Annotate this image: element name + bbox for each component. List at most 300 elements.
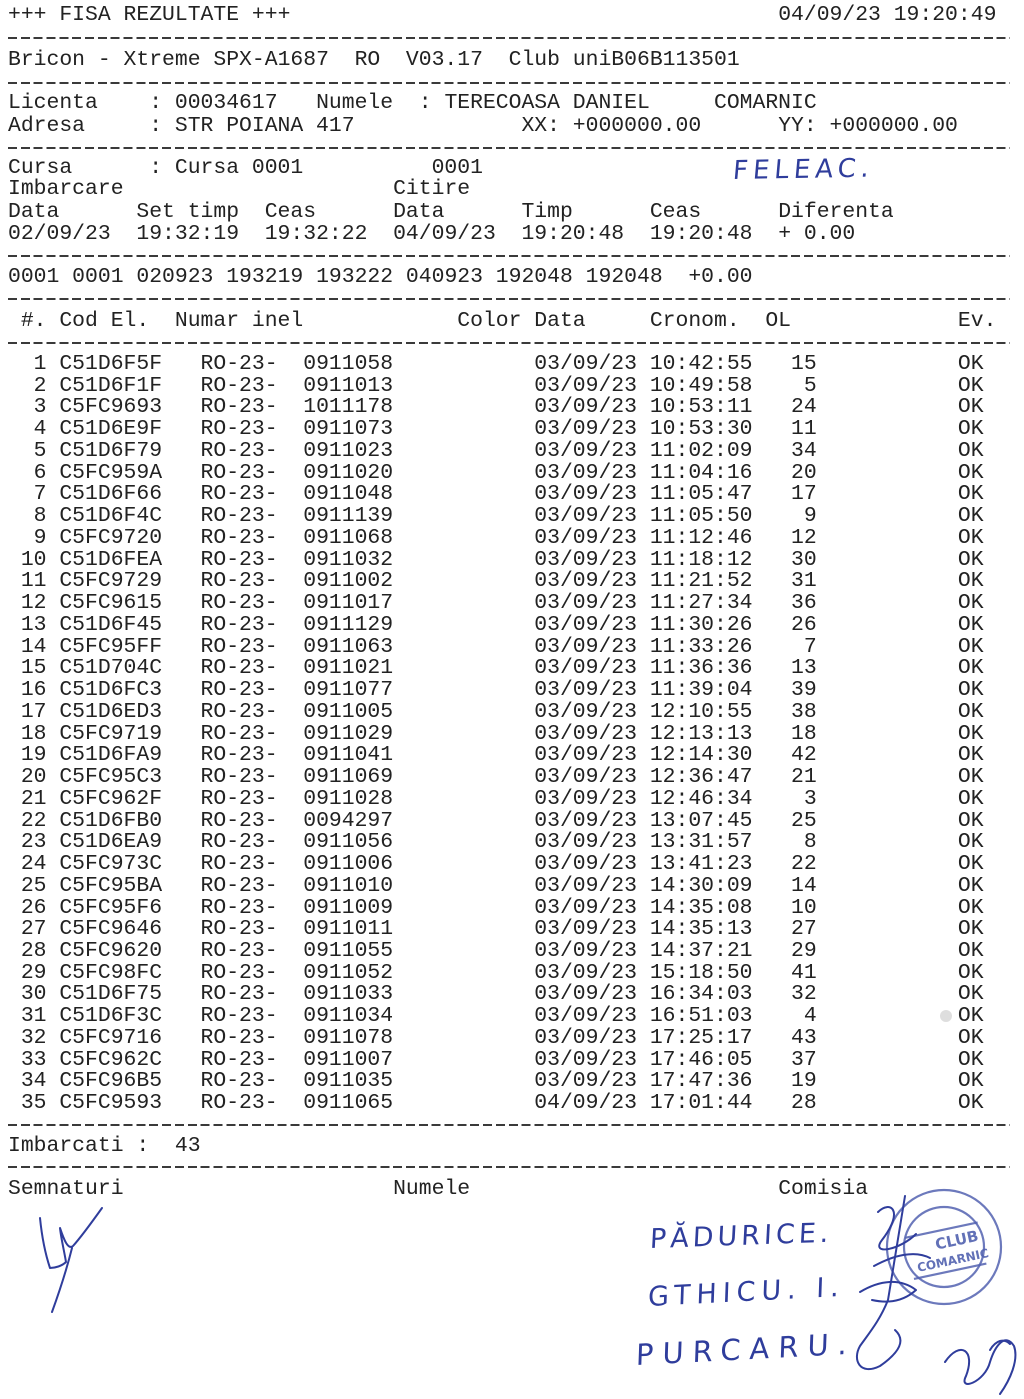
ol-value: 13 [791, 656, 817, 681]
header-event: Ev. [957, 309, 997, 333]
arrival-time: 11:36:36 [649, 656, 753, 681]
ring-number: 0911068 [303, 525, 394, 550]
dashed-divider [8, 342, 1010, 344]
chip-code: C5FC95C3 [59, 765, 163, 790]
arrival-time: 14:35:08 [649, 895, 753, 920]
arrival-date: 03/09/23 [534, 852, 637, 877]
event-status: OK [957, 873, 984, 898]
event-status: OK [957, 569, 984, 594]
arrival-date: 03/09/23 [534, 830, 637, 855]
commission-label: Comisia [778, 1177, 869, 1201]
ring-prefix: RO-23- [200, 1091, 278, 1116]
ol-value: 41 [791, 960, 817, 985]
arrival-date: 03/09/23 [534, 786, 637, 811]
arrival-time: 12:36:47 [649, 765, 753, 790]
arrival-time: 11:02:09 [649, 438, 753, 463]
ring-number: 0911020 [303, 460, 394, 485]
arrival-date: 03/09/23 [534, 417, 637, 442]
row-number: 32 [20, 1025, 47, 1050]
event-status: OK [957, 1047, 984, 1072]
commission-member-name: PĂDURICE. [649, 1217, 834, 1256]
col-basket-date: Data [8, 200, 60, 224]
dashed-divider [8, 255, 1010, 257]
dashed-divider [8, 1166, 1010, 1168]
stamp-outer-ring [887, 1190, 1001, 1304]
ring-number: 0911065 [303, 1091, 394, 1116]
ring-number: 0911033 [303, 982, 394, 1007]
table-row [8, 614, 1016, 636]
table-row [8, 962, 1016, 984]
col-basket-clock: Ceas [264, 200, 317, 224]
ol-value: 5 [803, 373, 817, 398]
event-status: OK [957, 852, 984, 877]
row-number: 22 [20, 808, 47, 833]
ring-number: 0911032 [303, 547, 394, 572]
row-number: 20 [20, 765, 47, 790]
ring-prefix: RO-23- [200, 395, 278, 420]
event-status: OK [957, 656, 984, 681]
table-row [8, 527, 1016, 549]
arrival-time: 12:46:34 [649, 786, 753, 811]
arrival-time: 15:18:50 [649, 960, 753, 985]
table-header [8, 310, 1016, 332]
separator: : [136, 1134, 150, 1158]
ring-prefix: RO-23- [200, 612, 278, 637]
stamp-locality-text: COMARNIC [915, 1246, 991, 1275]
arrival-time: 11:33:26 [649, 634, 753, 659]
read-date: 04/09/23 [393, 222, 496, 246]
chip-code: C5FC9719 [59, 721, 163, 746]
race-code: 0001 [431, 156, 483, 180]
row-number: 18 [20, 721, 47, 746]
ring-number: 0911034 [303, 1004, 394, 1029]
col-difference: Diferenta [778, 200, 894, 224]
ol-value: 39 [791, 678, 817, 703]
ring-prefix: RO-23- [200, 852, 278, 877]
ol-value: 21 [791, 765, 817, 790]
ring-number: 0911011 [303, 917, 394, 942]
row-number: 19 [20, 743, 47, 768]
ring-number: 0911010 [303, 873, 394, 898]
arrival-date: 03/09/23 [534, 438, 637, 463]
commission-signatures [857, 1196, 1015, 1394]
separator: : [149, 91, 163, 115]
table-row [8, 1092, 1016, 1114]
ol-value: 27 [791, 917, 817, 942]
row-number: 33 [20, 1047, 47, 1072]
signature-stroke [945, 1340, 1015, 1394]
ring-prefix: RO-23- [200, 917, 278, 942]
ol-value: 14 [791, 873, 817, 898]
arrival-time: 11:30:26 [649, 612, 753, 637]
arrival-time: 17:46:05 [649, 1047, 753, 1072]
ol-value: 34 [791, 438, 817, 463]
chip-code: C5FC9615 [59, 591, 163, 616]
arrival-date: 03/09/23 [534, 721, 637, 746]
event-status: OK [957, 1091, 984, 1116]
ring-number: 0911009 [303, 895, 394, 920]
stamp-band-line [914, 1264, 986, 1279]
ring-number: 0911017 [303, 591, 394, 616]
arrival-time: 10:49:58 [649, 373, 753, 398]
row-number: 28 [20, 938, 47, 963]
chip-code: C51D6FB0 [59, 808, 163, 833]
row-number: 25 [20, 873, 47, 898]
table-row [8, 636, 1016, 658]
arrival-date: 03/09/23 [534, 612, 637, 637]
header-ring: Numar inel [174, 309, 304, 333]
event-status: OK [957, 417, 984, 442]
arrival-time: 10:53:30 [649, 417, 753, 442]
table-row [8, 723, 1016, 745]
event-status: OK [957, 1069, 984, 1094]
row-number: 26 [20, 895, 47, 920]
yy-label: YY: [778, 114, 817, 138]
arrival-date: 03/09/23 [534, 482, 637, 507]
device-country: RO [354, 48, 381, 72]
arrival-time: 16:34:03 [649, 982, 753, 1007]
ol-value: 37 [791, 1047, 817, 1072]
read-time: 19:20:48 [521, 222, 625, 246]
ring-number: 0911077 [303, 678, 394, 703]
ol-value: 19 [791, 1069, 817, 1094]
chip-code: C5FC962F [59, 786, 163, 811]
commission-member-name: GTHICU. I. [647, 1271, 846, 1314]
xx-coordinate: +000000.00 [572, 114, 702, 138]
ring-prefix: RO-23- [200, 352, 278, 376]
chip-code: C51D6FC3 [59, 678, 163, 703]
ol-value: 10 [791, 895, 817, 920]
table-row [8, 549, 1016, 571]
signature-stroke [990, 1341, 1010, 1350]
arrival-date: 03/09/23 [534, 938, 637, 963]
race-location-handwritten-note: FELEAC. [731, 153, 876, 187]
signature-stroke [857, 1196, 905, 1369]
arrival-date: 03/09/23 [534, 504, 637, 529]
ol-value: 25 [791, 808, 817, 833]
arrival-time: 14:35:13 [649, 917, 753, 942]
club-label: Club [508, 48, 560, 72]
race-label: Cursa [8, 156, 73, 180]
arrival-time: 11:04:16 [649, 460, 753, 485]
chip-code: C51D6E9F [59, 417, 163, 442]
row-number: 29 [20, 960, 47, 985]
dashed-divider [8, 147, 1010, 149]
ring-number: 1011178 [303, 395, 394, 420]
arrival-time: 13:41:23 [649, 852, 753, 877]
reading-label: Citire [393, 177, 471, 201]
row-number: 35 [20, 1091, 47, 1116]
chip-code: C51D6F79 [59, 438, 163, 463]
arrival-time: 10:42:55 [649, 352, 753, 376]
row-number: 6 [33, 460, 47, 485]
table-row [8, 353, 1016, 375]
ring-number: 0911021 [303, 656, 394, 681]
basketed-count: 43 [174, 1134, 201, 1158]
signature-stroke [860, 1282, 916, 1302]
ol-value: 4 [803, 1004, 817, 1029]
separator: : [149, 114, 163, 138]
row-number: 13 [20, 612, 47, 637]
event-status: OK [957, 938, 984, 963]
event-status: OK [957, 634, 984, 659]
table-row [8, 418, 1016, 440]
col-read-clock: Ceas [649, 200, 702, 224]
row-number: 12 [20, 591, 47, 616]
row-number: 24 [20, 852, 47, 877]
row-number: 4 [33, 417, 47, 442]
event-status: OK [957, 547, 984, 572]
arrival-date: 03/09/23 [534, 1069, 637, 1094]
ring-prefix: RO-23- [200, 547, 278, 572]
event-status: OK [957, 352, 984, 376]
table-row [8, 940, 1016, 962]
event-status: OK [957, 395, 984, 420]
ring-number: 0911129 [303, 612, 394, 637]
row-number: 14 [20, 634, 47, 659]
ol-value: 9 [803, 504, 817, 529]
arrival-time: 11:05:50 [649, 504, 753, 529]
ring-prefix: RO-23- [200, 960, 278, 985]
arrival-date: 03/09/23 [534, 373, 637, 398]
ring-number: 0911035 [303, 1069, 394, 1094]
chip-code: C5FC9646 [59, 917, 163, 942]
ring-prefix: RO-23- [200, 460, 278, 485]
arrival-date: 03/09/23 [534, 895, 637, 920]
ring-prefix: RO-23- [200, 721, 278, 746]
ol-value: 12 [791, 525, 817, 550]
ring-prefix: RO-23- [200, 895, 278, 920]
ring-number: 0911041 [303, 743, 394, 768]
title-line [8, 4, 1016, 26]
chip-code: C5FC973C [59, 852, 163, 877]
row-number: 23 [20, 830, 47, 855]
commission-member-name: PURCARU. [635, 1326, 857, 1373]
ring-prefix: RO-23- [200, 438, 278, 463]
arrival-time: 17:25:17 [649, 1025, 753, 1050]
row-number: 30 [20, 982, 47, 1007]
arrival-date: 03/09/23 [534, 917, 637, 942]
race-column-values [8, 223, 1016, 245]
event-status: OK [957, 960, 984, 985]
event-status: OK [957, 373, 984, 398]
chip-code: C51D6FEA [59, 547, 163, 572]
arrival-date: 03/09/23 [534, 656, 637, 681]
signatures-line [8, 1178, 1016, 1200]
ring-number: 0911063 [303, 634, 394, 659]
chip-code: C5FC9729 [59, 569, 163, 594]
table-row [8, 657, 1016, 679]
table-row [8, 592, 1016, 614]
table-row [8, 505, 1016, 527]
event-status: OK [957, 765, 984, 790]
dashed-divider [8, 1124, 1010, 1126]
header-number: #. [20, 309, 47, 333]
event-status: OK [957, 721, 984, 746]
ol-value: 15 [791, 352, 817, 376]
ring-number: 0911029 [303, 721, 394, 746]
chip-code: C5FC9716 [59, 1025, 163, 1050]
arrival-date: 03/09/23 [534, 873, 637, 898]
event-status: OK [957, 895, 984, 920]
ol-value: 22 [791, 852, 817, 877]
table-row [8, 788, 1016, 810]
ol-value: 7 [803, 634, 817, 659]
col-read-date: Data [393, 200, 445, 224]
chip-code: C51D6F1F [59, 373, 163, 398]
ol-value: 24 [791, 395, 817, 420]
ring-prefix: RO-23- [200, 830, 278, 855]
chip-code: C51D6ED3 [59, 699, 163, 724]
event-status: OK [957, 591, 984, 616]
header-time: Cronom. [649, 309, 740, 333]
signatures-label: Semnaturi [8, 1177, 124, 1201]
ring-number: 0911069 [303, 765, 394, 790]
ol-value: 30 [791, 547, 817, 572]
chip-code: C51D6FA9 [59, 743, 163, 768]
table-row [8, 396, 1016, 418]
stamp-club-text: CLUB [933, 1226, 981, 1254]
table-row [8, 570, 1016, 592]
stamp-inner-ring [904, 1207, 984, 1287]
row-number: 17 [20, 699, 47, 724]
basket-clock: 19:32:22 [264, 222, 368, 246]
event-status: OK [957, 1025, 984, 1050]
arrival-time: 12:10:55 [649, 699, 753, 724]
basketed-line [8, 1135, 1016, 1157]
chip-code: C51D6F3C [59, 1004, 163, 1029]
firmware-version: V03.17 [405, 48, 483, 72]
club-stamp [887, 1190, 1001, 1304]
ring-prefix: RO-23- [200, 569, 278, 594]
clock-difference: + 0.00 [778, 222, 856, 246]
ring-prefix: RO-23- [200, 743, 278, 768]
row-number: 3 [33, 395, 47, 420]
event-status: OK [957, 743, 984, 768]
row-number: 1 [33, 352, 47, 376]
ring-prefix: RO-23- [200, 417, 278, 442]
ring-number: 0911056 [303, 830, 394, 855]
table-row [8, 701, 1016, 723]
table-row [8, 1005, 1016, 1027]
arrival-time: 17:47:36 [649, 1069, 753, 1094]
arrival-time: 14:37:21 [649, 938, 753, 963]
ring-prefix: RO-23- [200, 1025, 278, 1050]
event-status: OK [957, 917, 984, 942]
event-status: OK [957, 438, 984, 463]
row-number: 2 [33, 373, 47, 398]
stamp-band-line [905, 1222, 977, 1237]
race-summary-codes: 0001 0001 020923 193219 193222 040923 192048 192048 +0.00 [8, 265, 753, 289]
address-value: STR POIANA 417 [174, 114, 355, 138]
chip-code: C5FC9693 [59, 395, 163, 420]
arrival-time: 17:01:44 [649, 1091, 753, 1116]
arrival-time: 11:27:34 [649, 591, 753, 616]
address-line [8, 115, 1016, 137]
event-status: OK [957, 678, 984, 703]
table-row [8, 375, 1016, 397]
table-row [8, 679, 1016, 701]
chip-code: C51D6F5F [59, 352, 163, 376]
arrival-date: 03/09/23 [534, 460, 637, 485]
chip-code: C5FC98FC [59, 960, 163, 985]
ring-number: 0911007 [303, 1047, 394, 1072]
header-color: Color [457, 309, 522, 333]
ring-number: 0911073 [303, 417, 394, 442]
table-row [8, 875, 1016, 897]
chip-code: C5FC95F6 [59, 895, 163, 920]
event-status: OK [957, 525, 984, 550]
row-number: 10 [20, 547, 47, 572]
ol-value: 8 [803, 830, 817, 855]
separator: : [418, 91, 432, 115]
event-status: OK [957, 612, 984, 637]
arrival-time: 13:07:45 [649, 808, 753, 833]
chip-code: C5FC9720 [59, 525, 163, 550]
chip-code: C51D6F45 [59, 612, 163, 637]
arrival-date: 03/09/23 [534, 1004, 637, 1029]
arrival-date: 03/09/23 [534, 982, 637, 1007]
ol-value: 11 [791, 417, 817, 442]
ring-prefix: RO-23- [200, 656, 278, 681]
arrival-date: 03/09/23 [534, 699, 637, 724]
table-row [8, 918, 1016, 940]
dashed-divider [8, 37, 1010, 39]
arrival-date: 03/09/23 [534, 352, 637, 376]
ring-prefix: RO-23- [200, 678, 278, 703]
table-row [8, 1070, 1016, 1092]
chip-code: C5FC959A [59, 460, 163, 485]
fancier-name: TERECOASA DANIEL [444, 91, 650, 115]
separator: : [149, 156, 163, 180]
row-number: 16 [20, 678, 47, 703]
arrival-time: 16:51:03 [649, 1004, 753, 1029]
row-number: 8 [33, 504, 47, 529]
xx-label: XX: [521, 114, 560, 138]
ring-number: 0911048 [303, 482, 394, 507]
basketed-label: Imbarcati [8, 1134, 124, 1158]
ring-number: 0911002 [303, 569, 394, 594]
ring-prefix: RO-23- [200, 591, 278, 616]
results-table-body [0, 353, 1024, 1115]
table-row [8, 440, 1016, 462]
dashed-divider [8, 298, 1010, 300]
ol-value: 32 [791, 982, 817, 1007]
ol-value: 38 [791, 699, 817, 724]
arrival-date: 03/09/23 [534, 525, 637, 550]
read-clock: 19:20:48 [649, 222, 753, 246]
event-status: OK [957, 482, 984, 507]
table-row [8, 483, 1016, 505]
header-ol: OL [765, 309, 792, 333]
arrival-date: 03/09/23 [534, 1047, 637, 1072]
table-row [8, 1027, 1016, 1049]
set-time: 19:32:19 [136, 222, 240, 246]
chip-code: C5FC95BA [59, 873, 163, 898]
ol-value: 31 [791, 569, 817, 594]
basket-date: 02/09/23 [8, 222, 111, 246]
ring-number: 0911078 [303, 1025, 394, 1050]
ring-prefix: RO-23- [200, 786, 278, 811]
table-row [8, 766, 1016, 788]
arrival-date: 03/09/23 [534, 1025, 637, 1050]
ring-prefix: RO-23- [200, 1004, 278, 1029]
arrival-time: 13:31:57 [649, 830, 753, 855]
arrival-date: 03/09/23 [534, 591, 637, 616]
ring-number: 0911028 [303, 786, 394, 811]
arrival-date: 04/09/23 [534, 1091, 637, 1116]
chip-code: C51D6F66 [59, 482, 163, 507]
